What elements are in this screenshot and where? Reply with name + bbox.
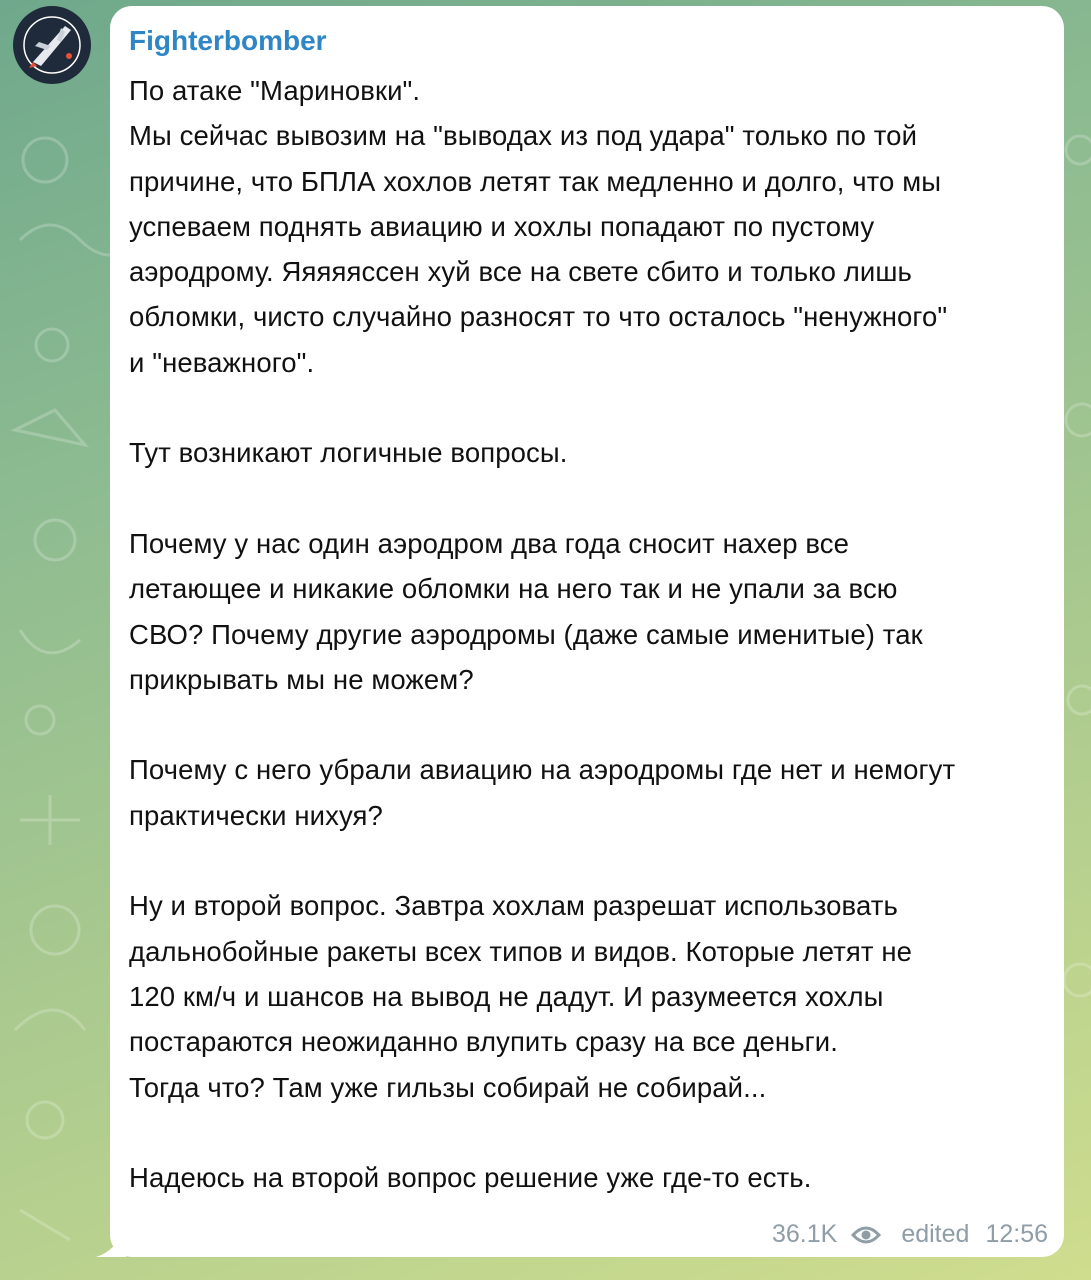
message-line: Тогда что? Там уже гильзы собирай не собирай... xyxy=(129,1071,767,1103)
message-line: Тут возникают логичные вопросы. xyxy=(129,437,568,469)
paragraph-gap xyxy=(129,838,1040,883)
message-line: аэродрому. Яяяяяссен хуй все на свете сбито и только лишь xyxy=(129,256,912,288)
fighterbomber-logo-icon xyxy=(13,6,91,84)
message-paragraph xyxy=(129,430,1040,475)
message-line: дальнобойные ракеты всех типов и видов. Которые летят не xyxy=(129,935,913,967)
paragraph-gap xyxy=(129,702,1040,747)
message-text xyxy=(129,68,1040,1200)
message-line: успеваем поднять авиацию и хохлы попадают по пустому xyxy=(129,210,875,242)
message-line: По атаке "Мариновки". xyxy=(129,75,421,106)
message-line: прикрывать мы не можем? xyxy=(129,663,474,695)
message-paragraph xyxy=(129,747,1040,838)
message-line: обломки, чисто случайно разносят то что осталось "ненужного" xyxy=(129,301,948,333)
paragraph-gap xyxy=(129,1110,1040,1155)
view-count: 36.1K xyxy=(771,1220,838,1248)
edited-label: edited xyxy=(901,1220,970,1248)
message-line: СВО? Почему другие аэродромы (даже самые именитые) так xyxy=(129,618,923,650)
message-line: 120 км/ч и шансов на вывод не дадут. И разумеется хохлы xyxy=(129,980,884,1012)
eye-icon xyxy=(851,1224,881,1246)
channel-avatar[interactable] xyxy=(13,6,91,84)
message-time: 12:56 xyxy=(985,1220,1048,1248)
message-line: Почему у нас один аэродром два года сносит нахер все xyxy=(129,527,850,559)
message-paragraph xyxy=(129,1155,1040,1200)
paragraph-gap xyxy=(129,385,1040,430)
message-line: и "неважного". xyxy=(129,346,315,378)
message-paragraph xyxy=(129,68,1040,385)
message-line: постараются неожиданно влупить сразу на все деньги. xyxy=(129,1026,838,1058)
message-line: причине, что БПЛА хохлов летят так медленно и долго, что мы xyxy=(129,165,942,197)
message-paragraph xyxy=(129,883,1040,1109)
message-line: Почему с него убрали авиацию на аэродромы где нет и немогут xyxy=(129,754,956,786)
paragraph-gap xyxy=(129,476,1040,521)
message-line: Надеюсь на второй вопрос решение уже где-то есть. xyxy=(129,1162,812,1194)
message-bubble[interactable] xyxy=(110,6,1064,1257)
message-line: практически нихуя? xyxy=(129,799,383,831)
sender-name[interactable]: Fighterbomber xyxy=(129,25,327,56)
message-line: летающее и никакие обломки на него так и не упали за всю xyxy=(129,573,898,605)
message-line: Ну и второй вопрос. Завтра хохлам разрешат использовать xyxy=(129,890,898,922)
message-line: Мы сейчас вывозим на "выводах из под удара" только по той xyxy=(129,120,918,152)
message-paragraph xyxy=(129,521,1040,702)
message-meta xyxy=(772,1220,1048,1249)
